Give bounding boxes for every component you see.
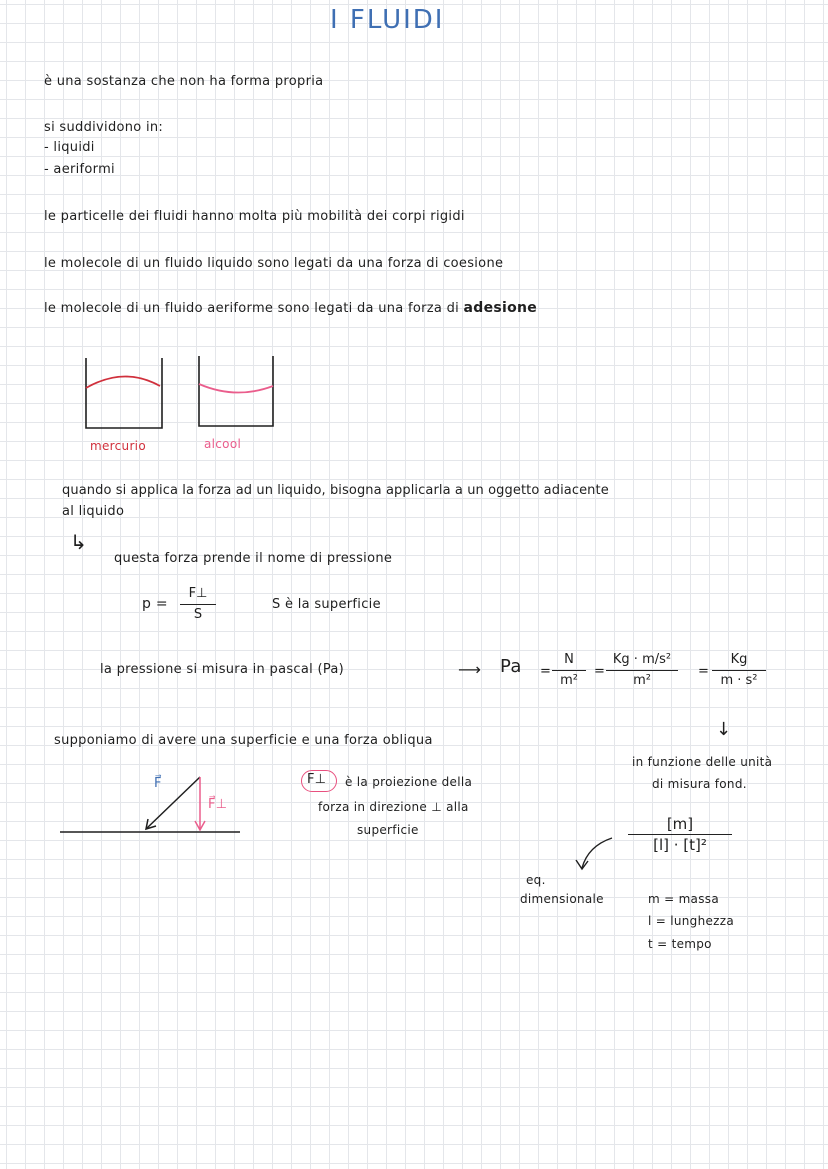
statement-mobility: le particelle dei fluidi hanno molta più mobilità dei corpi rigidi bbox=[44, 209, 465, 224]
statement-cohesion: le molecole di un fluido liquido sono legati da una forza di coesione bbox=[44, 256, 504, 271]
pa-symbol: Pa bbox=[500, 656, 522, 677]
newton-numerator: N bbox=[564, 652, 574, 667]
pascal-text: la pressione si misura in pascal (Pa) bbox=[100, 662, 345, 677]
hook-arrow-icon: ↳ bbox=[70, 530, 88, 554]
eq-label-2: dimensionale bbox=[520, 892, 604, 906]
force-line-1: quando si applica la forza ad un liquido, bisogna applicarla a un oggetto adiacente bbox=[62, 483, 609, 498]
list-item-aeriformi: - aeriformi bbox=[44, 162, 115, 177]
definition-text: è una sostanza che non ha forma propria bbox=[44, 74, 324, 89]
projection-line-2: forza in direzione ⊥ alla bbox=[318, 800, 469, 814]
legend-massa: m = massa bbox=[648, 892, 719, 906]
equals-2: = bbox=[594, 664, 606, 679]
kg-numerator: Kg · m/s² bbox=[612, 652, 672, 667]
alcohol-label: alcool bbox=[204, 437, 242, 451]
dimensional-numerator: [m] bbox=[666, 815, 694, 833]
equals-3: = bbox=[698, 664, 710, 679]
final-denominator: m · s² bbox=[720, 673, 758, 688]
projection-symbol: F⊥ bbox=[307, 772, 327, 787]
final-numerator: Kg bbox=[730, 652, 748, 667]
statement-adhesion-text: le molecole di un fluido aeriforme sono legati da una forza di bbox=[44, 301, 460, 316]
legend-lunghezza: l = lunghezza bbox=[648, 914, 735, 928]
projection-line-3: superficie bbox=[357, 823, 419, 837]
units-arrow-icon: ⟶ bbox=[458, 660, 482, 679]
dimensional-caption-2: di misura fond. bbox=[652, 777, 747, 791]
list-item-liquidi: - liquidi bbox=[44, 140, 95, 155]
f-perp-vector-label: F⃗⊥ bbox=[208, 797, 228, 812]
kg-denominator: m² bbox=[633, 673, 651, 688]
equals-1: = bbox=[540, 664, 552, 679]
surface-note: S è la superficie bbox=[272, 597, 381, 612]
force-line-3: questa forza prende il nome di pressione bbox=[114, 551, 393, 566]
pressure-numerator: F⊥ bbox=[188, 586, 208, 601]
oblique-text: supponiamo di avere una superficie e una forza obliqua bbox=[54, 733, 433, 748]
projection-line-1: è la proiezione della bbox=[345, 775, 473, 789]
down-arrow-icon: ↓ bbox=[716, 719, 732, 740]
dimensional-denominator: [l] · [t]² bbox=[653, 836, 707, 854]
mercury-label: mercurio bbox=[90, 439, 146, 453]
pressure-denominator: S bbox=[193, 607, 203, 622]
subdivision-intro: si suddividono in: bbox=[44, 120, 164, 135]
legend-tempo: t = tempo bbox=[648, 937, 712, 951]
page-title: I FLUIDI bbox=[330, 5, 445, 35]
newton-denominator: m² bbox=[560, 673, 578, 688]
force-line-2: al liquido bbox=[62, 504, 125, 519]
f-vector-label: F⃗ bbox=[154, 776, 162, 791]
eq-label-1: eq. bbox=[526, 873, 546, 887]
dimensional-caption-1: in funzione delle unità bbox=[632, 755, 773, 769]
pressure-lhs: p = bbox=[142, 596, 168, 612]
adhesion-word: adesione bbox=[463, 300, 538, 316]
